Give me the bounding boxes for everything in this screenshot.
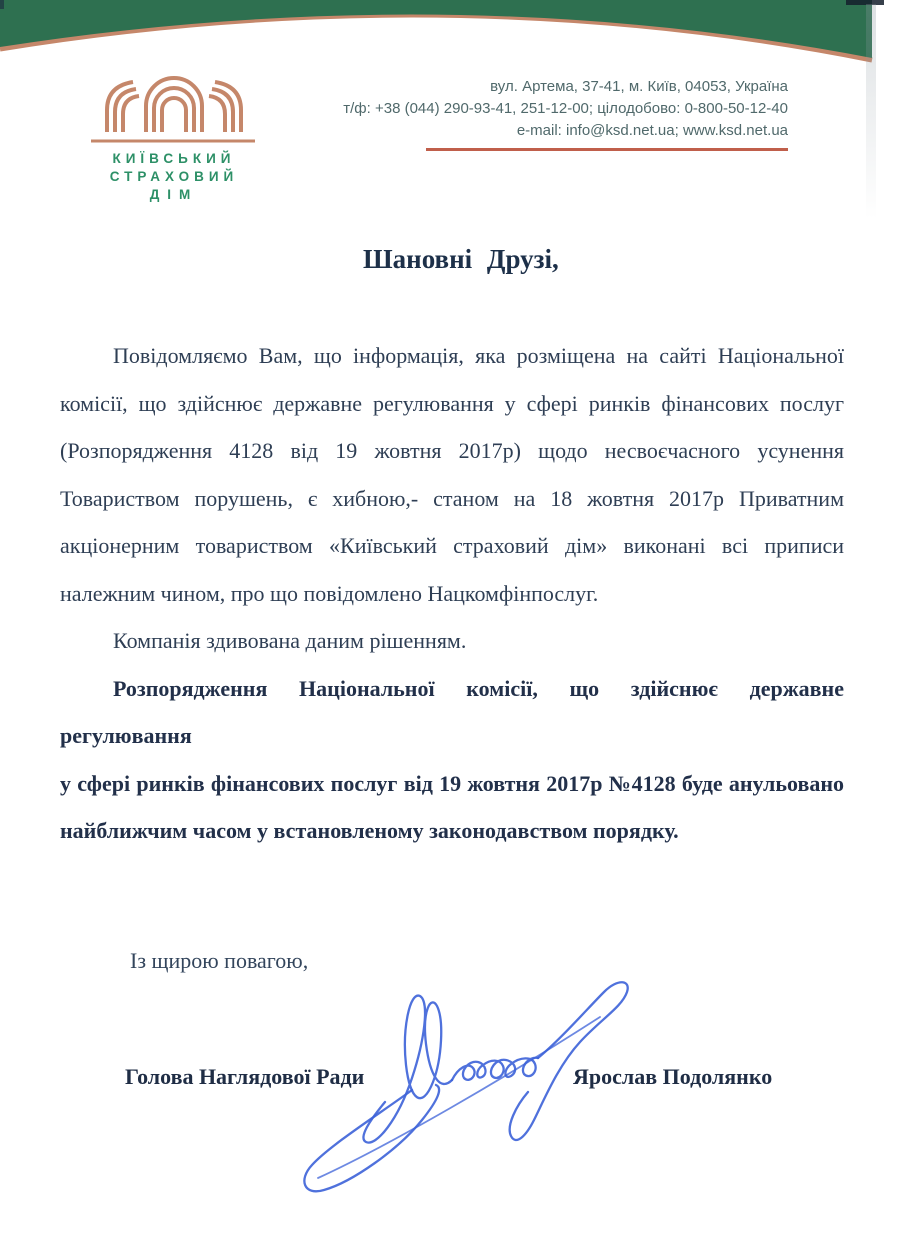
salutation: Шановні Друзі, <box>363 244 559 274</box>
body-line: Розпорядження Національної комісії, що здійснює державне регулювання <box>60 675 844 748</box>
body-line: найближчим часом у встановленому законодавством порядку. <box>60 818 679 843</box>
handwritten-signature <box>290 960 640 1235</box>
scan-artifact <box>0 0 4 9</box>
company-name-line: СТРАХОВИЙ <box>109 169 239 184</box>
body-line: (Розпорядження 4128 від 19 жовтня 2017р) щодо несвоєчасного усунення <box>60 438 844 463</box>
signer-name: Ярослав Подолянко <box>573 1064 773 1089</box>
scan-paper-edge <box>866 4 876 219</box>
company-logo <box>85 70 263 204</box>
body-line: у сфері ринків фінансових послуг від 19 жовтня 2017р №4128 буде анульовано <box>60 770 844 796</box>
contact-block <box>318 76 788 151</box>
contact-phone: т/ф: +38 (044) 290-93-41, 251-12-00; цілодобово: 0-800-50-12-40 <box>343 100 788 117</box>
body-paragraph <box>60 617 844 665</box>
company-name-line: КИЇВСЬКИЙ <box>112 151 236 166</box>
arches-logo-icon <box>89 70 259 144</box>
contact-email: e-mail: info@ksd.net.ua; www.ksd.net.ua <box>516 122 788 139</box>
body-line: Компанія здивована даним рішенням. <box>113 628 467 653</box>
letter-body <box>60 332 844 855</box>
body-line: Повідомляємо Вам, що інформація, яка розміщена на сайті Національної <box>113 343 844 368</box>
body-paragraph <box>60 665 844 855</box>
company-name <box>85 150 263 204</box>
signer-title: Голова Наглядової Ради <box>125 1064 365 1089</box>
header-green-band <box>0 0 900 75</box>
body-line: належним чином, про що повідомлено Нацкомфінпослуг. <box>60 580 599 606</box>
contact-address: вул. Артема, 37-41, м. Київ, 04053, Україна <box>490 78 788 95</box>
closing-phrase: Із щирою повагою, <box>130 948 309 973</box>
body-line: Товариством порушень, є хибною,- станом на 18 жовтня 2017р Приватним <box>60 485 844 511</box>
scan-artifact <box>846 0 884 5</box>
company-name-line: ДІМ <box>149 187 199 202</box>
contact-underline <box>426 148 788 151</box>
body-paragraph <box>60 332 844 617</box>
body-line: комісії, що здійснює державне регулювання у сфері ринків фінансових послуг <box>60 390 844 416</box>
body-line: акціонерним товариством «Київський страховий дім» виконані всі приписи <box>60 533 844 558</box>
